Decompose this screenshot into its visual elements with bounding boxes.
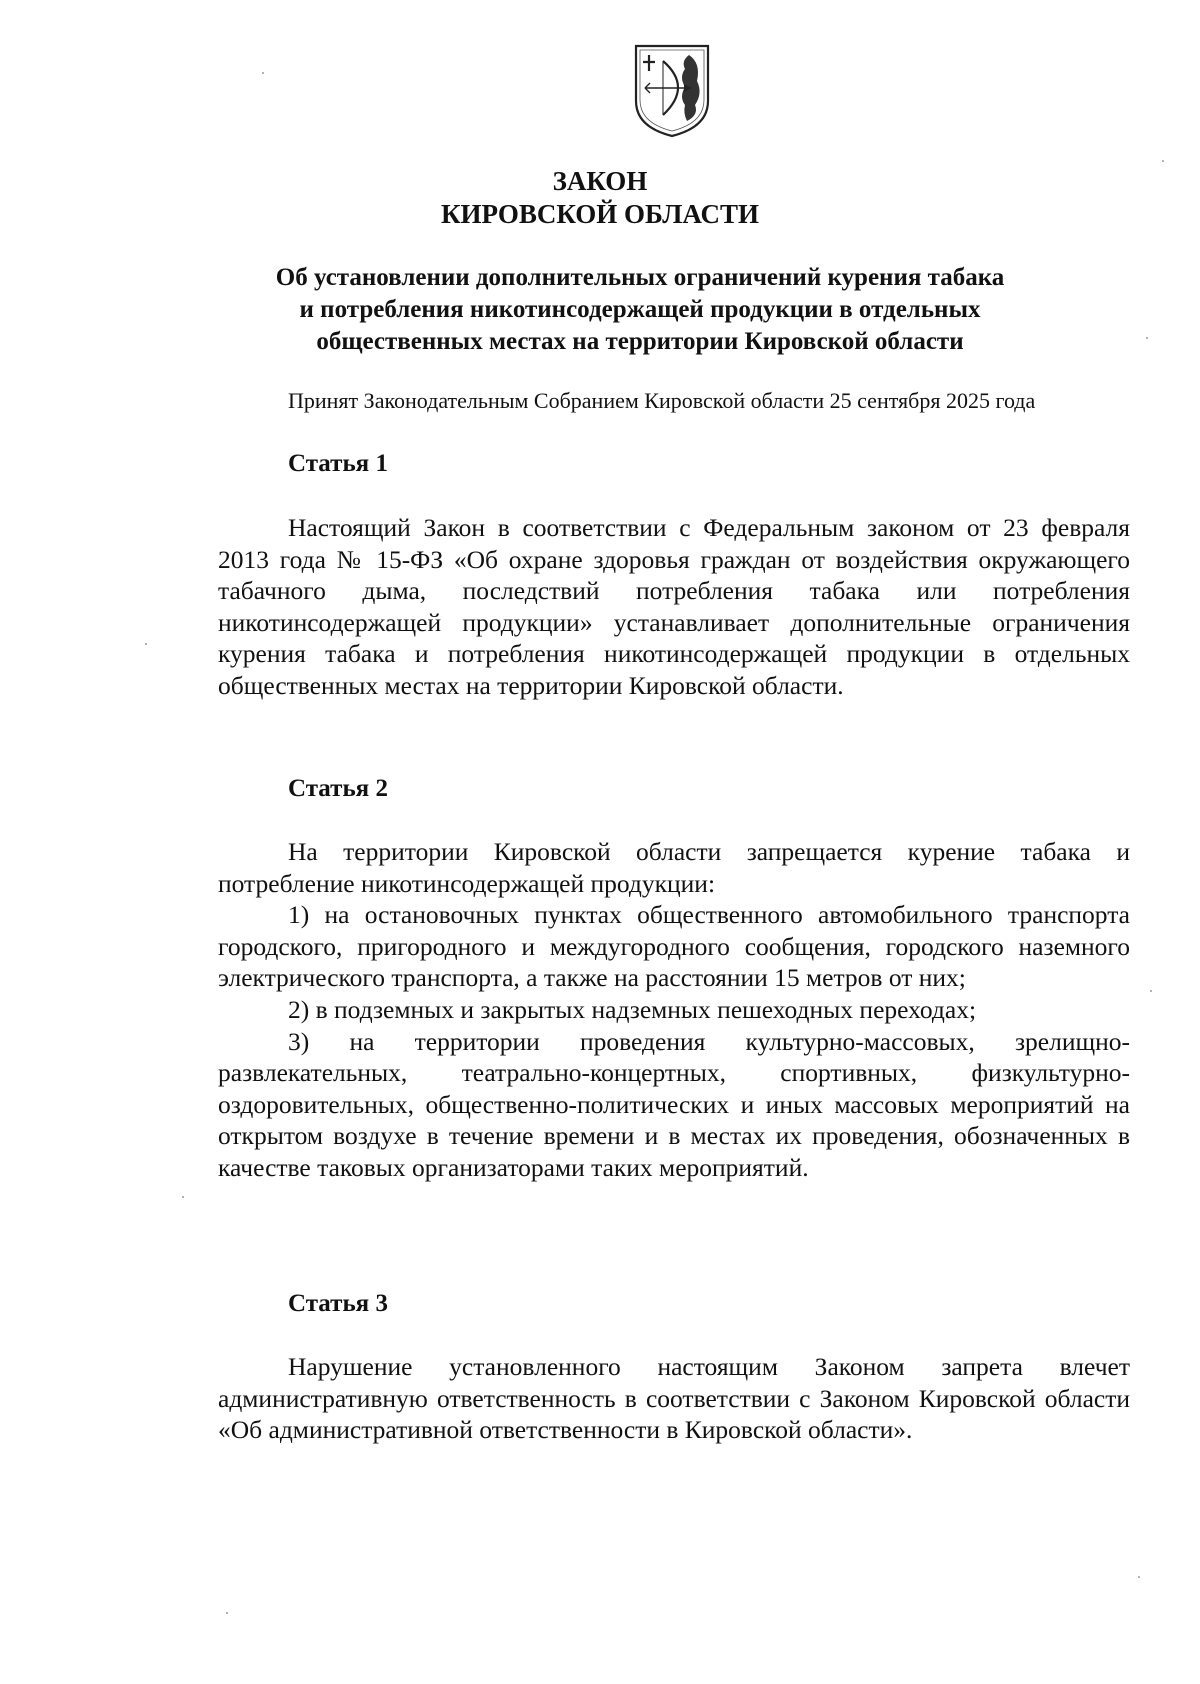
article-1-body: [218, 512, 1130, 702]
article-2-heading: Статья 2: [288, 775, 388, 802]
law-region-title: КИРОВСКОЙ ОБЛАСТИ: [440, 199, 760, 229]
article-1-heading: Статья 1: [288, 450, 388, 477]
subtitle-line: Об установлении дополнительных ограничений курения табака: [275, 264, 1005, 291]
kirov-region-coat-of-arms-icon: [633, 43, 711, 139]
scan-speck: [1162, 160, 1164, 162]
article-paragraph: Настоящий Закон в соответствии с Федеральным законом от 23 февраля 2013 года № 15-ФЗ «Об охране здоровья граждан от воздействия окружающего табачного дыма, последствий потребления табака или потребления никотинсодержащей продукции» устанавливает дополнительные ограничения курения табака и потребления никотинсодержащей продукции в отдельных общественных местах на территории Кировской области.: [218, 513, 1130, 700]
scan-speck: [262, 72, 264, 74]
subtitle-line: общественных местах на территории Кировской области: [316, 328, 964, 355]
article-paragraph: На территории Кировской области запрещается курение табака и потребление никотинсодержащей продукции:: [218, 837, 1130, 898]
scan-speck: [145, 643, 147, 645]
article-list-item: 3) на территории проведения культурно-массовых, зрелищно-развлекательных, театрально-концертных, спортивных, физкультурно-оздоровительных, общественно-политических и иных массовых мероприятий на открытом воздухе в течение времени и в местах их проведения, обозначенных в качестве таковых организаторами таких мероприятий.: [218, 1026, 1130, 1182]
scan-speck: [1150, 990, 1152, 992]
article-list-item: 2) в подземных и закрытых надземных пешеходных переходах;: [288, 994, 977, 1024]
law-title: ЗАКОН: [552, 166, 648, 196]
subtitle-line: и потребления никотинсодержащей продукции в отдельных: [299, 296, 981, 323]
adoption-note: Принят Законодательным Собранием Кировской области 25 сентября 2025 года: [288, 388, 1036, 413]
law-subtitle: [200, 262, 1080, 358]
article-3-body: [218, 1351, 1130, 1446]
scan-speck: [226, 1612, 228, 1614]
article-paragraph: Нарушение установленного настоящим Законом запрета влечет административную ответственность в соответствии с Законом Кировской области «Об административной ответственности в Кировской области».: [218, 1352, 1130, 1445]
article-list-item: 1) на остановочных пунктах общественного автомобильного транспорта городского, пригородного и междугородного сообщения, городского наземного электрического транспорта, а также на расстоянии 15 метров от них;: [218, 900, 1130, 993]
scan-speck: [182, 1196, 184, 1198]
article-3-heading: Статья 3: [288, 1290, 388, 1317]
article-2-body: [218, 836, 1130, 1184]
scan-speck: [1146, 337, 1148, 339]
scan-speck: [1138, 1576, 1140, 1578]
